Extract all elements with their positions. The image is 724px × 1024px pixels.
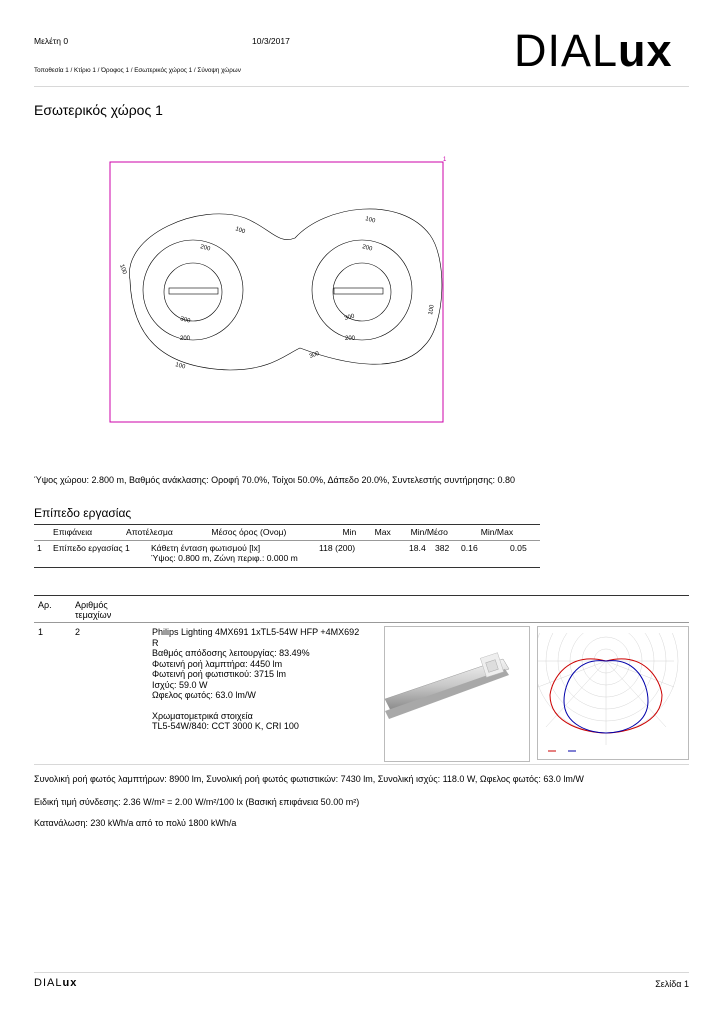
- isoline-label: 200: [199, 244, 211, 253]
- item-no: 1: [38, 627, 44, 637]
- specific-load-line: Ειδική τιμή σύνδεσης: 2.36 W/m² = 2.00 W/m²/100 lx (Βασική επιφάνεια 50.00 m²): [34, 797, 360, 807]
- work-plane-bottom-rule: [34, 567, 540, 568]
- work-plane-table: [34, 527, 540, 537]
- table-row: [34, 543, 540, 563]
- footer-logo: [34, 977, 77, 989]
- cell-index: 1: [37, 543, 42, 553]
- luminaire-name-cont: R: [152, 637, 159, 648]
- luminaire-image: [384, 626, 530, 762]
- col-max: Max: [374, 527, 391, 537]
- cell-min-max: 0.05: [510, 543, 527, 553]
- col-no: Αρ.: [38, 600, 52, 610]
- room-outline: [110, 162, 443, 422]
- luminaire-left: [169, 288, 218, 294]
- cell-min-avg: 0.16: [461, 543, 478, 553]
- luminaire-render: [385, 627, 529, 761]
- color-data: TL5-54W/840: CCT 3000 K, CRI 100: [152, 721, 299, 731]
- work-plane-data-table: [34, 543, 540, 563]
- polar-diagram: [537, 626, 689, 760]
- col-result: Αποτέλεσμα: [126, 527, 173, 537]
- isoline-label: 200: [180, 336, 191, 342]
- room-info: Ύψος χώρου: 2.800 m, Βαθμός ανάκλασης: Οροφή 70.0%, Τοίχοι 50.0%, Δάπεδο 20.0%, Συντελεστής συντήρησης: 0.80: [34, 475, 516, 485]
- luminaire-details: [152, 627, 359, 732]
- isoline-label: 100: [364, 216, 376, 225]
- luminaire-efficacy: Ωφελος φωτός: 63.0 lm/W: [152, 690, 256, 700]
- isoline-label: 300: [179, 316, 191, 325]
- page-title: Εσωτερικός χώρος 1: [34, 102, 163, 118]
- work-plane-top-rule: [34, 524, 540, 525]
- cell-result-main: Κάθετη ένταση φωτισμού [lx]: [151, 543, 261, 553]
- luminaire-lamp-flux: Φωτεινή ροή λαμπτήρα: 4450 lm: [152, 658, 283, 669]
- luminaire-power: Ισχύς: 59.0 W: [152, 679, 208, 690]
- isoline-label: 100: [118, 263, 128, 276]
- totals-line: Συνολική ροή φωτός λαμπτήρων: 8900 lm, Συνολική ροή φωτός φωτιστικών: 7430 lm, Συνολική ισχύς: 118.0 W, Ωφελος φωτός: 63.0 lm/W: [34, 774, 584, 784]
- isoline-label: 100: [174, 362, 186, 371]
- page-number: Σελίδα 1: [655, 979, 689, 989]
- breadcrumb: Τοποθεσία 1 / Κτίριο 1 / Όροφος 1 / Εσωτερικός χώρος 1 / Σύνοψη χώρων: [34, 67, 241, 74]
- work-plane-heading: Επίπεδο εργασίας: [34, 506, 132, 520]
- logo-text-thin: DIAL: [514, 25, 619, 76]
- project-name: Μελέτη 0: [34, 36, 69, 46]
- luminaire-name: Philips Lighting 4MX691 1xTL5-54W HFP +4MX692: [152, 627, 360, 637]
- isoline-label: 100: [428, 304, 436, 316]
- col-avg: Μέσος όρος (Ονομ): [211, 527, 287, 537]
- room-isoline-plan: [100, 150, 460, 430]
- isoline-label: 300: [308, 350, 321, 360]
- footer-logo-thin: DIAL: [34, 977, 63, 989]
- dialux-logo: [514, 26, 673, 76]
- luminaire-flux: Φωτεινή ροή φωτιστικού: 3715 lm: [152, 669, 287, 679]
- footer-divider: [34, 972, 689, 973]
- luminaire-top-rule: [34, 595, 689, 596]
- consumption-line: Κατανάλωση: 230 kWh/a από το πολύ 1800 kWh/a: [34, 818, 237, 828]
- cell-surface: Επίπεδο εργασίας 1: [53, 543, 130, 553]
- col-qty: [75, 600, 111, 620]
- luminaire-efficiency: Βαθμός απόδοσης λειτουργίας: 83.49%: [152, 648, 310, 658]
- color-heading: Χρωματομετρικά στοιχεία: [152, 710, 253, 721]
- header-divider: [34, 86, 689, 87]
- item-qty: 2: [75, 627, 81, 637]
- footer-logo-bold: ux: [62, 977, 78, 989]
- isoline-label: 100: [234, 226, 246, 236]
- luminaire-header-rule: [34, 622, 689, 623]
- cell-min: 18.4: [409, 543, 426, 553]
- col-index: [34, 527, 50, 537]
- cell-result-sub: Ύψος: 0.800 m, Ζώνη περιφ.: 0.000 m: [151, 553, 298, 563]
- col-min: Min: [342, 527, 357, 537]
- report-date: 10/3/2017: [252, 36, 290, 46]
- cell-result: [148, 543, 316, 563]
- col-min-avg: Min/Μέσο: [410, 527, 448, 537]
- cell-avg: 118 (200): [319, 543, 356, 553]
- luminaire-right: [334, 288, 383, 294]
- isoline-label: 200: [361, 244, 373, 253]
- col-surface: Επιφάνεια: [53, 527, 93, 537]
- room-corner-label: 1: [443, 157, 447, 163]
- work-plane-header-row: [34, 527, 540, 537]
- luminaire-bottom-rule: [34, 764, 689, 765]
- work-plane-header-rule: [34, 540, 540, 541]
- col-qty-line1: Αριθμός: [75, 600, 108, 610]
- cell-max: 382: [435, 543, 450, 553]
- col-min-max: Min/Max: [480, 527, 514, 537]
- isoline-label: 200: [345, 336, 356, 342]
- polar-diagram-svg: [538, 627, 688, 759]
- col-qty-line2: τεμαχίων: [75, 610, 112, 620]
- isoline-label: 300: [343, 313, 356, 322]
- logo-text-bold: ux: [618, 25, 673, 76]
